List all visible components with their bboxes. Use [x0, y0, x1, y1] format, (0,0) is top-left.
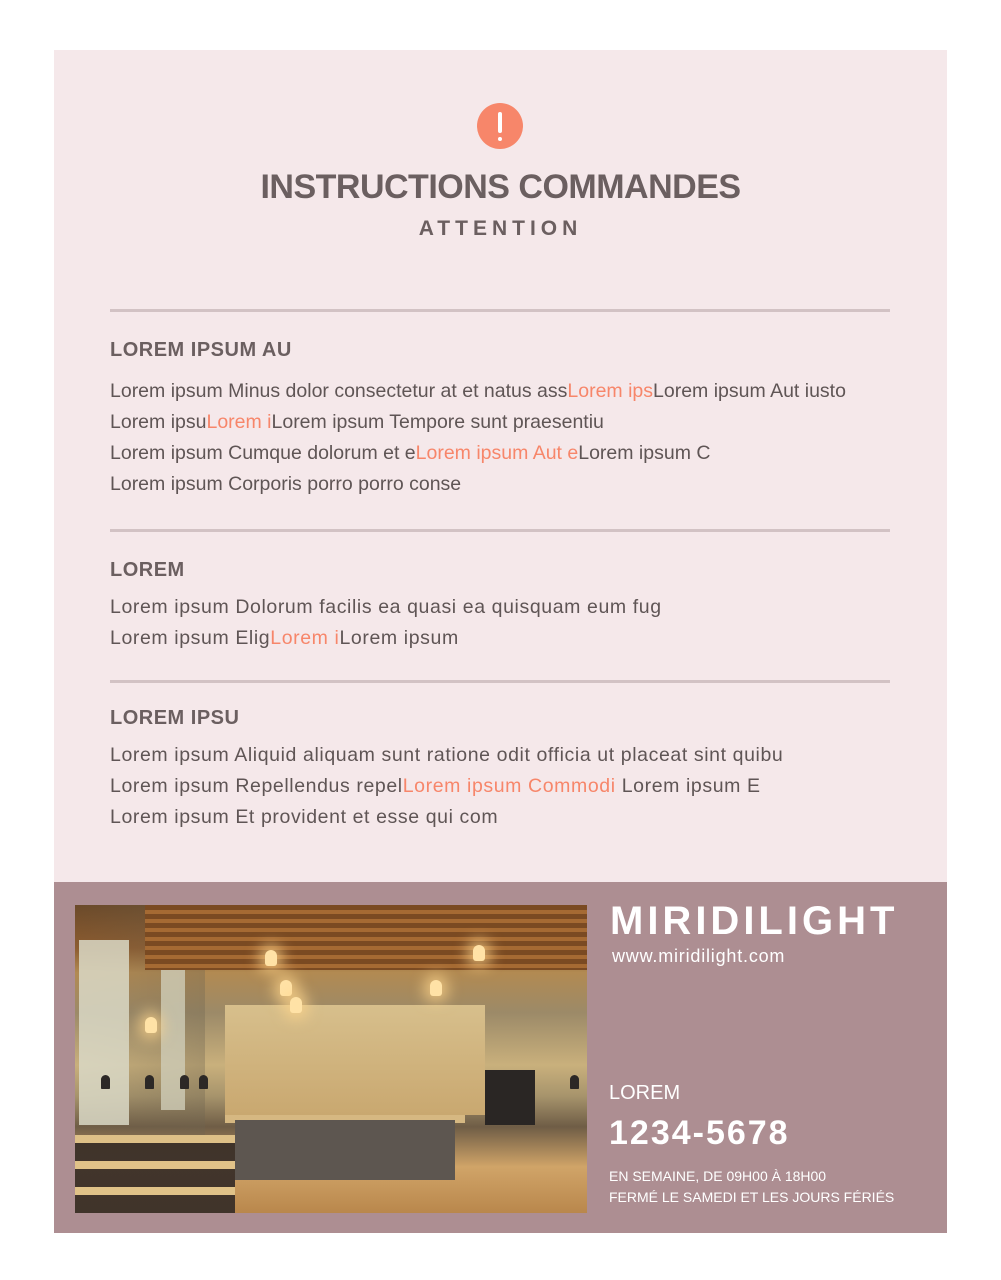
text-line	[110, 740, 783, 771]
section-body	[110, 740, 783, 833]
text-line	[110, 376, 846, 407]
text-line	[110, 469, 846, 500]
text-line	[110, 407, 846, 438]
brand-name: MIRIDILIGHT	[610, 899, 899, 943]
page-subtitle: ATTENTION	[418, 217, 583, 240]
body-text: Lorem ipsum C	[578, 442, 711, 464]
section-body	[110, 592, 662, 654]
opening-hours	[609, 1166, 894, 1208]
section-heading: LOREM IPSU	[110, 707, 240, 729]
restaurant-interior-photo	[75, 905, 587, 1213]
body-text: Lorem ipsum Aliquid aliquam sunt ratione odit officia ut placeat sint quibu	[110, 744, 784, 766]
instructions-card	[54, 50, 947, 882]
text-line	[110, 802, 783, 833]
section-heading: LOREM	[110, 559, 185, 581]
text-line	[110, 592, 662, 623]
divider	[110, 529, 890, 532]
section-heading: LOREM IPSUM AU	[110, 339, 292, 361]
highlighted-text: Lorem ipsum Aut e	[415, 442, 579, 464]
body-text: Lorem ipsum E	[615, 775, 761, 797]
text-line	[110, 771, 783, 802]
text-line	[110, 438, 846, 469]
body-text: Lorem ipsum Et provident et esse qui com	[110, 806, 499, 828]
exclamation-circle-icon	[477, 103, 523, 149]
body-text: Lorem ipsum	[339, 627, 459, 649]
body-text: Lorem ipsu	[110, 411, 207, 433]
highlighted-text: Lorem ipsum Commodi	[402, 775, 616, 797]
highlighted-text: Lorem i	[206, 411, 272, 433]
body-text: Lorem ipsum Corporis porro porro conse	[110, 473, 462, 495]
body-text: Lorem ipsum Cumque dolorum et e	[110, 442, 416, 464]
body-text: Lorem ipsum Minus dolor consectetur at et natus ass	[110, 380, 568, 402]
page-title: INSTRUCTIONS COMMANDES	[260, 168, 741, 206]
phone-number: 1234-5678	[609, 1114, 790, 1152]
body-text: Lorem ipsum Dolorum facilis ea quasi ea quisquam eum fug	[110, 596, 662, 618]
divider	[110, 309, 890, 312]
highlighted-text: Lorem i	[270, 627, 340, 649]
hours-line: EN SEMAINE, DE 09H00 À 18H00	[609, 1168, 827, 1184]
contact-footer	[54, 882, 947, 1233]
divider	[110, 680, 890, 683]
body-text: Lorem ipsum Aut iusto	[653, 380, 846, 402]
body-text: Lorem ipsum Repellendus repel	[110, 775, 403, 797]
contact-label: LOREM	[609, 1082, 681, 1104]
website-link[interactable]: www.miridilight.com	[612, 946, 786, 966]
body-text: Lorem ipsum Elig	[110, 627, 271, 649]
hours-line: FERMÉ LE SAMEDI ET LES JOURS FÉRIÉS	[609, 1189, 895, 1205]
text-line	[110, 623, 662, 654]
section-body	[110, 376, 846, 500]
highlighted-text: Lorem ips	[567, 380, 654, 402]
body-text: Lorem ipsum Tempore sunt praesentiu	[271, 411, 604, 433]
